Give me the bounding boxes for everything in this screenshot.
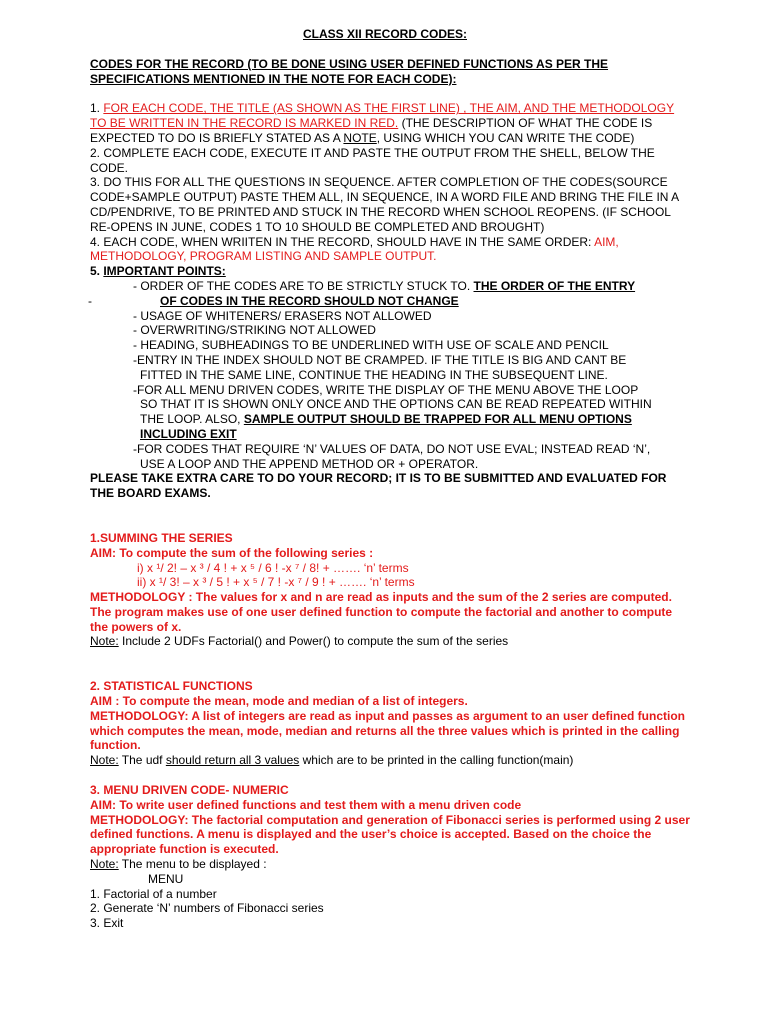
point-order-bold: THE ORDER OF THE ENTRY — [473, 278, 636, 293]
spacer — [90, 501, 690, 531]
instruction-4 — [90, 235, 690, 265]
point-order-cont-text: OF CODES IN THE RECORD SHOULD NOT CHANGE — [160, 293, 459, 308]
stray-dash: - — [88, 293, 92, 308]
point-menu-cont2 — [90, 412, 690, 427]
section-1-series-i: i) x ¹/ 2! – x ³ / 4 ! + x ⁵ / 6 ! -x ⁷ / 8! + ……. ‘n’ terms — [137, 560, 409, 575]
point-index: -ENTRY IN THE INDEX SHOULD NOT BE CRAMPED. IF THE TITLE IS BIG AND CANT BE — [133, 352, 627, 367]
instruction-1-text-b: , USING WHICH YOU CAN WRITE THE CODE) — [376, 130, 635, 145]
instruction-1-note: NOTE — [343, 130, 377, 145]
menu-item: 2. Generate ‘N’ numbers of Fibonacci series — [90, 901, 324, 916]
point-menu: -FOR ALL MENU DRIVEN CODES, WRITE THE DISPLAY OF THE MENU ABOVE THE LOOP — [133, 382, 639, 397]
menu-item: 1. Factorial of a number — [90, 886, 217, 901]
instruction-1-text-a: (THE DESCRIPTION OF WHAT THE CODE IS EXPECTED TO DO IS BRIEFLY STATED AS A — [90, 116, 653, 145]
section-2-note-label: Note: — [90, 753, 119, 768]
section-1-aim: AIM: To compute the sum of the following series : — [90, 545, 374, 560]
point-n-values: -FOR CODES THAT REQUIRE ‘N’ VALUES OF DATA, DO NOT USE EVAL; INSTEAD READ ‘N’, — [133, 441, 651, 456]
section-3-methodology: METHODOLOGY: The factorial computation and generation of Fibonacci series is performed using 2 user defined functions. A menu is displayed and the user’s choice is accepted. Based on the choice the appropriate function is executed. — [90, 812, 690, 857]
section-2-aim: AIM : To compute the mean, mode and median of a list of integers. — [90, 694, 468, 709]
point-menu-also: THE LOOP. ALSO, — [140, 412, 244, 427]
instruction-3: 3. DO THIS FOR ALL THE QUESTIONS IN SEQUENCE. AFTER COMPLETION OF THE CODES(SOURCE CODE+SAMPLE OUTPUT) PASTE THEM ALL, IN SEQUENCE, IN A WORD FILE AND BRING THE FILE IN A CD/PENDRIVE, TO BE PRINTED AND STUCK IN THE RECORD WHEN SCHOOL REOPENS. (IF SCHOOL RE-OPENS IN JUNE, CODES 1 TO 10 SHOULD BE COMPLETED AND BROUGHT) — [90, 175, 679, 234]
point-menu-bold: SAMPLE OUTPUT SHOULD BE TRAPPED FOR ALL MENU OPTIONS — [243, 412, 632, 427]
instruction-4-red: AIM, METHODOLOGY, PROGRAM LISTING AND SAMPLE OUTPUT. — [90, 234, 619, 264]
spacer — [90, 768, 690, 783]
point-menu-exit: INCLUDING EXIT — [140, 426, 237, 441]
instruction-5 — [90, 264, 690, 279]
closing-note: PLEASE TAKE EXTRA CARE TO DO YOUR RECORD; IT IS TO BE SUBMITTED AND EVALUATED FOR THE BOARD EXAMS. — [90, 471, 667, 501]
document-page — [90, 27, 690, 931]
instruction-1-number: 1. — [90, 101, 104, 116]
point-heading: - HEADING, SUBHEADINGS TO BE UNDERLINED WITH USE OF SCALE AND PENCIL — [133, 338, 609, 353]
point-order-cont — [90, 294, 690, 309]
menu-title: MENU — [148, 871, 184, 886]
document-title: CLASS XII RECORD CODES: — [302, 27, 467, 41]
instruction-1 — [90, 101, 690, 145]
point-order-text: - ORDER OF THE CODES ARE TO BE STRICTLY STUCK TO. — [133, 278, 474, 293]
section-1-methodology: METHODOLOGY : The values for x and n are read as inputs and the sum of the 2 series are computed. The program makes use of one user defined function to compute the factorial and another to compute the powers of x. — [90, 590, 673, 634]
section-3-note-text: The menu to be displayed : — [118, 857, 267, 872]
section-1-note-label: Note: — [90, 634, 119, 649]
spacer — [90, 649, 690, 679]
section-3-aim: AIM: To write user defined functions and test them with a menu driven code — [90, 797, 522, 812]
instruction-1-red: FOR EACH CODE, THE TITLE (AS SHOWN AS THE FIRST LINE) , THE AIM, AND THE METHODOLOGY TO BE WRITTEN IN THE RECORD IS MARKED IN RED. — [90, 101, 675, 131]
section-2-note-b: should return all 3 values — [165, 753, 300, 768]
instruction-4-text: 4. EACH CODE, WHEN WRIITEN IN THE RECORD, SHOULD HAVE IN THE SAME ORDER: — [90, 234, 595, 249]
point-index-cont: FITTED IN THE SAME LINE, CONTINUE THE HEADING IN THE SUBSEQUENT LINE. — [140, 367, 608, 382]
records-heading: CODES FOR THE RECORD (TO BE DONE USING USER DEFINED FUNCTIONS AS PER THE SPECIFICATIONS MENTIONED IN THE NOTE FOR EACH CODE): — [90, 56, 609, 86]
point-order — [90, 279, 690, 294]
section-3-note — [90, 857, 690, 872]
section-2-note — [90, 753, 690, 768]
instruction-2: 2. COMPLETE EACH CODE, EXECUTE IT AND PASTE THE OUTPUT FROM THE SHELL, BELOW THE CODE. — [90, 145, 655, 175]
section-3-note-label: Note: — [90, 857, 119, 872]
point-menu-cont: SO THAT IT IS SHOWN ONLY ONCE AND THE OPTIONS CAN BE READ REPEATED WITHIN — [140, 397, 652, 412]
point-n-values-cont: USE A LOOP AND THE APPEND METHOD OR + OPERATOR. — [140, 456, 479, 471]
section-1-note — [90, 634, 690, 649]
instruction-5-number: 5. — [90, 264, 104, 279]
important-points-label: IMPORTANT POINTS: — [103, 264, 226, 279]
section-1-series-ii: ii) x ¹/ 3! – x ³ / 5 ! + x ⁵ / 7 ! -x ⁷ / 9 ! + ……. ‘n’ terms — [137, 575, 415, 590]
section-3-title: 3. MENU DRIVEN CODE- NUMERIC — [90, 783, 289, 798]
section-2-note-c: which are to be printed in the calling function(main) — [299, 753, 574, 768]
menu-item: 3. Exit — [90, 916, 124, 931]
section-1-note-text: Include 2 UDFs Factorial() and Power() to compute the sum of the series — [118, 634, 509, 649]
section-1-title: 1.SUMMING THE SERIES — [90, 530, 233, 545]
section-2-methodology: METHODOLOGY: A list of integers are read as input and passes as argument to an user defined function which computes the mean, mode, median and returns all the three values which is printed in the calling function. — [90, 708, 685, 753]
section-2-note-a: The udf — [118, 753, 166, 768]
section-2-title: 2. STATISTICAL FUNCTIONS — [90, 679, 253, 694]
important-points-list — [90, 279, 690, 471]
point-overwriting: - OVERWRITING/STRIKING NOT ALLOWED — [133, 323, 376, 338]
point-whiteners: - USAGE OF WHITENERS/ ERASERS NOT ALLOWED — [133, 308, 432, 323]
